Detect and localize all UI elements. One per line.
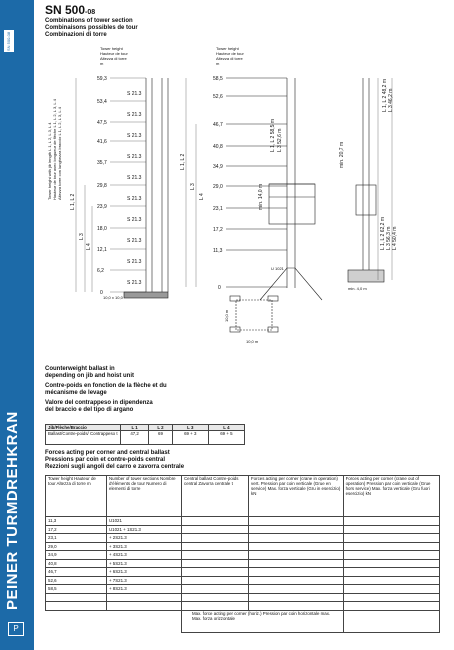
d3-distance-label: min. 4,0 m bbox=[348, 286, 367, 291]
d1-section-label: S 21.3 bbox=[127, 238, 142, 244]
d1-height: 53,4 bbox=[97, 99, 107, 105]
d2-header-label: Tower height Hauteur de tour Altezza di torre m bbox=[216, 46, 244, 66]
d2-height: 0 bbox=[218, 285, 221, 291]
d2-height: 46,7 bbox=[213, 122, 223, 128]
table-row bbox=[46, 602, 440, 611]
d1-section-label: S 21.3 bbox=[127, 196, 142, 202]
counterweight-title-fr: Contre-poids en fonction de la flèche et du mécanisme de levage bbox=[45, 383, 167, 396]
d1-height: 47,5 bbox=[97, 120, 107, 126]
d1-height: 23,9 bbox=[97, 204, 107, 210]
table-row: Ballast/Contre-poids/ Contrappeso t 47,2 69 69 + 3 69 + 5 bbox=[46, 431, 245, 445]
table-row: 52,6 + 7S21.3 bbox=[46, 576, 440, 585]
d1-height: 0 bbox=[100, 290, 103, 296]
d1-height: 41,6 bbox=[97, 139, 107, 145]
d2-vertical-label: L 3 bbox=[190, 183, 196, 190]
d3-label: L 3 46,2 m bbox=[388, 88, 394, 112]
subtitle-it: Combinazioni di torre bbox=[45, 32, 107, 38]
table-row: 11,3 U1021 bbox=[46, 517, 440, 526]
table-row: Jib/Flèche/Braccio L 1 L 2 L 3 L 4 bbox=[46, 425, 245, 431]
d1-height: 35,7 bbox=[97, 160, 107, 166]
d2-height: 29,0 bbox=[213, 184, 223, 190]
counterweight-title: Counterweight ballast in depending on jib and hoist unit bbox=[45, 366, 134, 379]
page-title: SN 500-08 bbox=[45, 3, 96, 17]
d2-height: 58,5 bbox=[213, 76, 223, 82]
forces-title: Forces acting per corner and central ballast Pressions par coin et contre-poids central Rezzioni sugli angoli del carro e zavorra centrale bbox=[45, 450, 185, 470]
d2-plan-label-v: 10,0 m bbox=[224, 309, 229, 322]
d1-header-label: Tower height Hauteur de tour Altezza di torre m bbox=[100, 46, 128, 66]
d1-section-label: S 21.3 bbox=[127, 154, 142, 160]
d2-height: 17,2 bbox=[213, 227, 223, 233]
d1-section-label: S 21.3 bbox=[127, 280, 142, 286]
d2-plan-label: 10,0 m bbox=[246, 339, 259, 344]
table-row: 29,0 + 3S21.3 bbox=[46, 542, 440, 551]
d2-vertical-label: L 4 bbox=[199, 193, 205, 200]
d1-section-label: S 21.3 bbox=[127, 133, 142, 139]
d3-label: L 1, L 2 62,2 m bbox=[380, 217, 386, 250]
brand-name: PEINER TURMDREHKRAN bbox=[4, 411, 21, 610]
d1-section-label: S 21.3 bbox=[127, 175, 142, 181]
d1-height: 59,3 bbox=[97, 76, 107, 82]
d3-label: L 3 56,3 m bbox=[386, 226, 392, 250]
d3-label: L 1, L 2 48,2 m bbox=[382, 79, 388, 112]
d2-height: 34,9 bbox=[213, 164, 223, 170]
d1-height: 12,1 bbox=[97, 247, 107, 253]
d1-vertical-label: L 3 bbox=[79, 233, 85, 240]
table-row bbox=[46, 593, 440, 602]
d1-base-label: 10,0 x 10,0 bbox=[103, 295, 123, 300]
table-row: Tower height Hauteur de tour Altezza di torre m Number of tower sections Nombre d'éléments de tour Numero di elementi di torre Central ballast Contre-poids central Zavorra centrale t Forces acting per corner (crane in operation) vert. Pression par coin verticale (Grue en service) Max. forza verticale (Gru in esercizio) kN Forces acting per corner (crane out of operation) Pression par coin verticale (Grue hors service) Max. forza verticale (Gru fuori esercizio) kN bbox=[46, 476, 440, 517]
d1-height: 6,2 bbox=[97, 268, 104, 274]
d1-height: 29,8 bbox=[97, 183, 107, 189]
table-row bbox=[46, 610, 440, 632]
document-code: SN 500-08 bbox=[4, 30, 14, 52]
d2-vertical-label: L 1, L 2 bbox=[180, 153, 186, 170]
d3-label: min. 20,7 m bbox=[339, 141, 345, 168]
table-row: 58,5 + 8S21.3 bbox=[46, 585, 440, 594]
d1-vertical-label: L 1, L 2 bbox=[70, 193, 76, 210]
table-row: 46,7 + 6S21.3 bbox=[46, 568, 440, 577]
table-row: 17,2 U1021 + 1S21.3 bbox=[46, 525, 440, 534]
d2-height: 52,6 bbox=[213, 94, 223, 100]
counterweight-table bbox=[45, 424, 245, 445]
d2-height: 40,8 bbox=[213, 144, 223, 150]
forces-footer: Max. force acting per corner (horiz.) Pression par coin horizontale max. Max. forza orizzontale bbox=[182, 610, 344, 632]
subtitle-en: Combinations of tower section bbox=[45, 18, 133, 24]
brand-logo-icon: P bbox=[8, 622, 24, 636]
d2-inner-label: L 3 52,6 m bbox=[277, 128, 283, 152]
table-row: 40,8 + 5S21.3 bbox=[46, 559, 440, 568]
d2-unit-label: U 1021 bbox=[271, 266, 284, 271]
d1-vertical-label: L 4 bbox=[86, 243, 92, 250]
subtitle-fr: Combinaisons possibles de tour bbox=[45, 25, 138, 31]
table-row: 34,9 + 4S21.3 bbox=[46, 551, 440, 560]
forces-table bbox=[45, 475, 440, 633]
d1-section-label: S 21.3 bbox=[127, 91, 142, 97]
counterweight-title-it: Valore del contrappeso in dipendenza del braccio e del tipo di argano bbox=[45, 400, 153, 413]
d1-section-label: S 21.3 bbox=[127, 259, 142, 265]
d2-inner-label: min. 14,0 m bbox=[258, 183, 264, 210]
d1-section-label: S 21.3 bbox=[127, 112, 142, 118]
d1-height: 18,0 bbox=[97, 226, 107, 232]
d3-label: L 4 50,4 m bbox=[392, 226, 398, 250]
d2-height: 23,1 bbox=[213, 206, 223, 212]
d1-section-label: S 21.3 bbox=[127, 217, 142, 223]
table-row: 23,1 + 2S21.3 bbox=[46, 534, 440, 543]
d2-height: 11,3 bbox=[213, 248, 223, 254]
d2-inner-label: L 1, L 2 58,5 m bbox=[270, 119, 276, 152]
d1-side-caption: Tower height with jib length L 1, L 2, L 3, L 4 Hauteur de tour avec longueur de flèche L 1, L 2, L 3, L 4 Altezza torre con lunghezza braccio L 1, L 2, L 3, L 4 bbox=[47, 99, 62, 200]
